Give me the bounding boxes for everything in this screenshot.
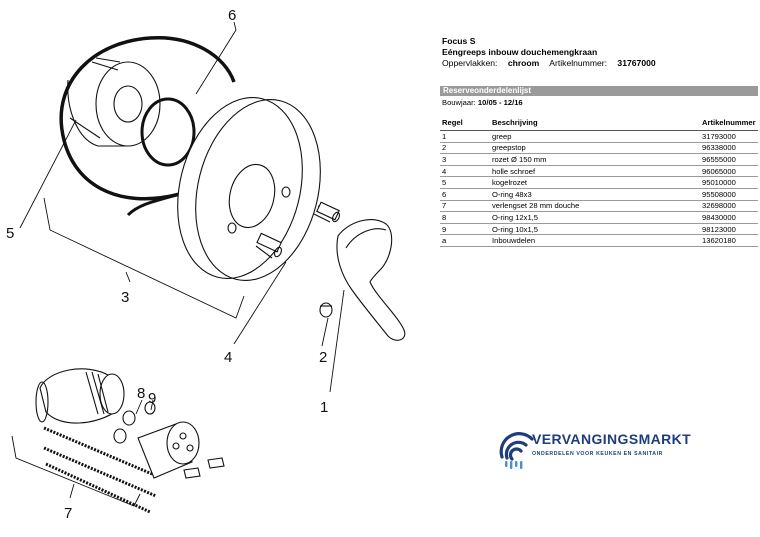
cell-artikelnummer: 95010000 [700, 177, 758, 189]
cell-beschrijving: Inbouwdelen [490, 235, 700, 247]
cell-beschrijving: greepstop [490, 142, 700, 154]
cell-beschrijving: O-ring 48x3 [490, 188, 700, 200]
callout-1: 1 [320, 399, 329, 416]
cell-artikelnummer: 96338000 [700, 142, 758, 154]
cell-artikelnummer: 96555000 [700, 154, 758, 166]
callout-7: 7 [64, 505, 73, 522]
cell-regel: a [440, 235, 490, 247]
cell-artikelnummer: 98430000 [700, 212, 758, 224]
surface-value: chroom [507, 58, 540, 68]
cell-regel: 1 [440, 131, 490, 143]
build-year-value: 10/05 - 12/16 [477, 98, 523, 107]
cell-regel: 5 [440, 177, 490, 189]
parts-list-heading: Reserveonderdelenlijst [440, 86, 758, 96]
column-header-artikelnummer: Artikelnummer [700, 116, 758, 131]
build-year-label: Bouwjaar: [442, 98, 476, 107]
callout-9: 9 [148, 390, 157, 407]
cell-regel: 7 [440, 200, 490, 212]
table-row [440, 142, 758, 154]
callout-6: 6 [228, 7, 237, 24]
cell-beschrijving: rozet Ø 150 mm [490, 154, 700, 166]
callout-5: 5 [6, 225, 15, 242]
cell-artikelnummer: 13620180 [700, 235, 758, 247]
cell-beschrijving: holle schroef [490, 165, 700, 177]
cell-regel: 3 [440, 154, 490, 166]
article-label: Artikelnummer: [549, 58, 608, 68]
cell-beschrijving: O-ring 10x1,5 [490, 223, 700, 235]
table-row [440, 131, 758, 143]
logo-wordmark: VERVANGINGSMARKT [532, 431, 692, 447]
callout-2: 2 [319, 349, 328, 366]
part-a-inbouwdelen [36, 369, 124, 423]
table-row [440, 212, 758, 224]
build-year [442, 98, 523, 107]
cell-regel: 4 [440, 165, 490, 177]
cell-artikelnummer: 95508000 [700, 188, 758, 200]
product-subtitle: Eéngreeps inbouw douchemengkraan [442, 47, 598, 57]
cell-regel: 8 [440, 212, 490, 224]
table-row [440, 154, 758, 166]
cell-beschrijving: O-ring 12x1,5 [490, 212, 700, 224]
cell-regel: 2 [440, 142, 490, 154]
product-header [442, 36, 760, 69]
part-cartridge-cylinder [138, 422, 224, 478]
cell-beschrijving: greep [490, 131, 700, 143]
table-row [440, 188, 758, 200]
cell-beschrijving: verlengset 28 mm douche [490, 200, 700, 212]
article-value: 31767000 [617, 58, 656, 68]
table-row [440, 177, 758, 189]
product-meta [442, 58, 760, 69]
table-row [440, 235, 758, 247]
cell-artikelnummer: 32698000 [700, 200, 758, 212]
table-row [440, 223, 758, 235]
callout-3: 3 [121, 289, 130, 306]
parts-table-header [440, 116, 758, 131]
parts-table [440, 116, 758, 247]
table-row [440, 200, 758, 212]
cell-artikelnummer: 31793000 [700, 131, 758, 143]
callout-4: 4 [224, 349, 233, 366]
cell-artikelnummer: 96065000 [700, 165, 758, 177]
part-3-rozet [160, 84, 339, 294]
cell-regel: 9 [440, 223, 490, 235]
logo-tagline: ONDERDELEN VOOR KEUKEN EN SANITAIR [532, 451, 663, 457]
surface-label: Oppervlakken: [442, 58, 498, 68]
column-header-beschrijving: Beschrijving [490, 116, 700, 131]
part-1-greep [337, 220, 405, 341]
part-2-greepstop [320, 303, 332, 317]
cell-artikelnummer: 98123000 [700, 223, 758, 235]
product-title: Focus S [442, 36, 476, 46]
column-header-regel: Regel [440, 116, 490, 131]
cell-beschrijving: kogelrozet [490, 177, 700, 189]
cell-regel: 6 [440, 188, 490, 200]
callout-8: 8 [137, 385, 146, 402]
table-row [440, 165, 758, 177]
